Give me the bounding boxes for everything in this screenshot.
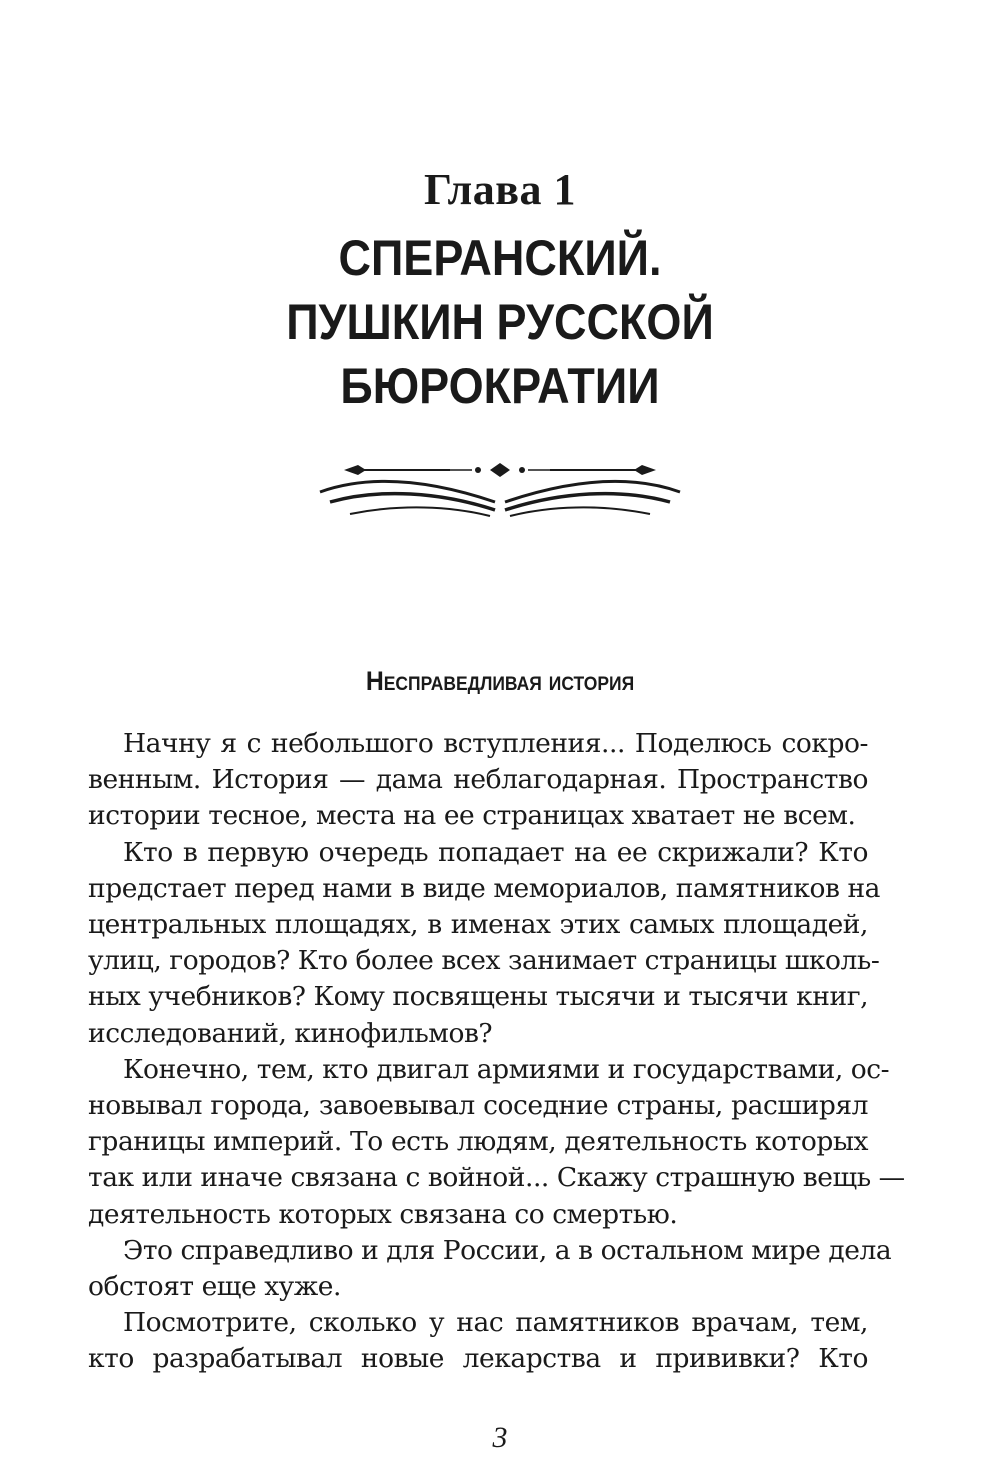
text-line: ных учебников? Кому посвящены тысячи и тысячи книг, (88, 981, 869, 1013)
text-line: Конечно, тем, кто двигал армиями и государствами, ос- (123, 1053, 890, 1085)
text-line: Начну я с небольшого вступления... Поделюсь сокро- (123, 728, 868, 759)
text-line: новывал города, завоевывал соседние страны, расширял (88, 1090, 868, 1122)
text-line: улиц, городов? Кто более всех занимает страницы школь- (88, 945, 880, 977)
section-heading: Несправедливая история (365, 666, 635, 696)
text-line: исследований, кинофильмов? (88, 1017, 493, 1049)
text-line: центральных площадях, в именах этих самых площадей, (88, 909, 868, 941)
text-line: обстоят еще хуже. (88, 1271, 341, 1303)
chapter-title-line: СПЕРАНСКИЙ. (338, 230, 662, 286)
text-line: венным. История — дама неблагодарная. Пространство (88, 764, 868, 796)
decorative-divider-icon (310, 452, 690, 532)
text-line: предстает перед нами в виде мемориалов, памятников на (88, 872, 881, 904)
chapter-number: Глава 1 (424, 165, 576, 214)
text-line: Кто в первую очередь попадает на ее скрижали? Кто (123, 836, 868, 868)
page-number: 3 (492, 1421, 508, 1454)
text-line: Посмотрите, сколько у нас памятников врачам, тем, (123, 1307, 868, 1339)
text-line: истории тесное, места на ее страницах хватает не всем. (88, 800, 856, 832)
text-line: так или иначе связана с войной... Скажу страшную вещь — (88, 1162, 905, 1194)
text-line: границы империй. То есть людям, деятельность которых (88, 1126, 868, 1158)
text-line: кто разрабатывал новые лекарства и прививки? Кто (88, 1343, 868, 1375)
text-line: Это справедливо и для России, а в остальном мире дела (123, 1234, 892, 1266)
chapter-title (50, 226, 950, 418)
chapter-title-line: ПУШКИН РУССКОЙ (286, 294, 714, 350)
chapter-title-line: БЮРОКРАТИИ (340, 358, 660, 414)
text-line: деятельность которых связана со смертью. (88, 1198, 678, 1230)
body-text (88, 726, 905, 1378)
